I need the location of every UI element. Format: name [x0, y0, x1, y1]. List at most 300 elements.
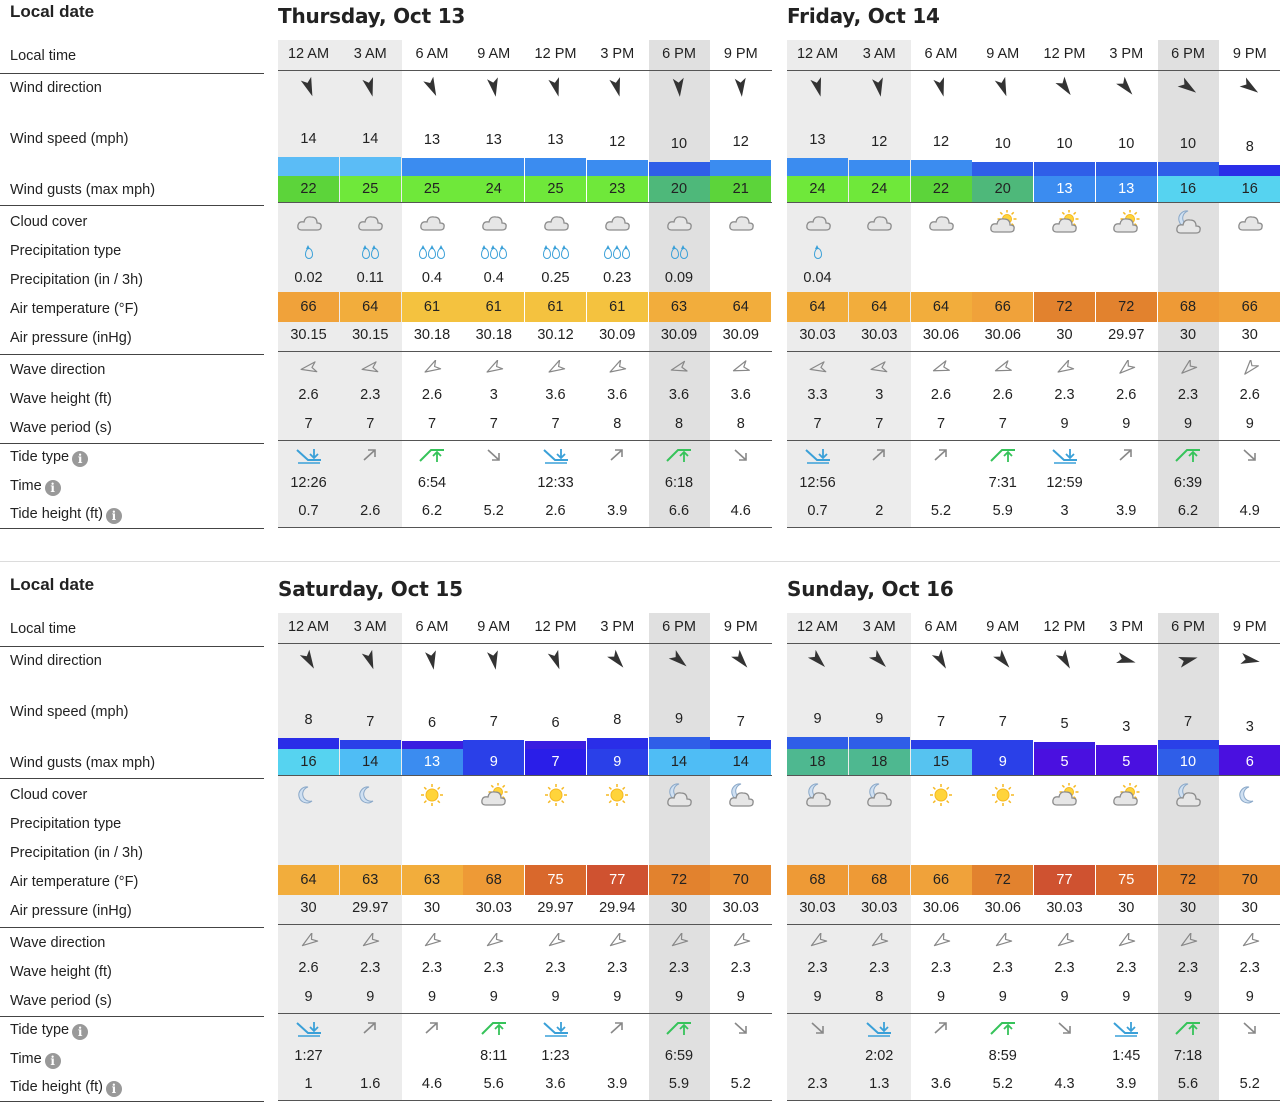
- wave-period-value: 7: [551, 416, 560, 432]
- wind-direction-icon: [710, 649, 771, 671]
- day-title: Saturday, Oct 15: [278, 577, 463, 601]
- wave-period-value: 9: [1060, 416, 1069, 432]
- tide-height-value: 0.7: [807, 503, 828, 519]
- time-column: [1034, 613, 1096, 1100]
- air-temperature-value: 68: [787, 865, 848, 895]
- wind-direction-icon: [340, 649, 401, 671]
- wind-direction-icon: [710, 76, 771, 98]
- wave-direction-icon: [710, 933, 771, 949]
- precipitation-value: 0.04: [803, 270, 832, 286]
- wind-direction-icon: [787, 649, 848, 671]
- wave-direction-icon: [911, 360, 972, 376]
- air-pressure-value: 29.94: [599, 900, 636, 916]
- air-temperature-value: 72: [649, 865, 710, 895]
- tide-time-value: 8:59: [988, 1048, 1017, 1064]
- wave-period-value: 9: [1245, 989, 1254, 1005]
- air-temperature-value: 70: [710, 865, 771, 895]
- wave-period-value: 9: [489, 989, 498, 1005]
- air-pressure-value: 30.03: [861, 900, 898, 916]
- local-time: 3 AM: [862, 619, 896, 635]
- label-text: Wind gusts (max mph): [10, 182, 156, 198]
- local-time: 12 AM: [287, 619, 330, 635]
- local-time: 3 PM: [600, 46, 635, 62]
- tide-time-value: 1:45: [1112, 1048, 1141, 1064]
- day-title: Sunday, Oct 16: [787, 577, 954, 601]
- precipitation-type-icon: [787, 247, 848, 263]
- rain-drop-icon: [552, 248, 560, 259]
- wind-speed-value: 12: [732, 134, 749, 150]
- wave-height-value: 2.3: [1116, 960, 1137, 976]
- wind-gust-value: 6: [1219, 749, 1280, 775]
- wind-speed-value: 13: [547, 132, 564, 148]
- tide-height-value: 2.6: [360, 503, 381, 519]
- air-pressure-value: 30.09: [722, 327, 759, 343]
- tide-height-value: 1: [304, 1076, 313, 1092]
- cloud-cover-icon: [1219, 210, 1280, 234]
- tide-type-icon: [1096, 1019, 1157, 1037]
- air-pressure-value: 30.09: [660, 327, 698, 343]
- tide-type-icon: [1219, 446, 1280, 464]
- wind-speed-bar: [340, 740, 401, 749]
- tide-type-icon: [710, 1019, 771, 1037]
- wind-gust-value: 16: [1219, 176, 1280, 202]
- tide-time-value: 2:02: [865, 1048, 894, 1064]
- air-temperature-value: 63: [402, 865, 463, 895]
- time-column: [787, 613, 849, 1100]
- wind-speed-bar: [710, 740, 771, 749]
- wave-height-value: 2.6: [421, 387, 443, 403]
- wave-direction-icon: [340, 933, 401, 949]
- tide-type-icon: [587, 1019, 648, 1037]
- wind-direction-icon: [1096, 649, 1157, 671]
- air-pressure-value: 30.12: [537, 327, 574, 343]
- air-temperature-value: 77: [587, 865, 648, 895]
- local-time: 9 PM: [723, 619, 758, 635]
- wind-speed-bar: [972, 740, 1033, 749]
- cloud-cover-icon: [1096, 783, 1157, 807]
- time-column: [972, 613, 1034, 1100]
- tide-height-value: 3: [1060, 503, 1069, 519]
- time-column: [710, 613, 772, 1100]
- local-time: 6 AM: [924, 619, 958, 635]
- tide-type-icon: [849, 1019, 910, 1037]
- wave-period-value: 9: [1122, 416, 1131, 432]
- wind-direction-icon: [972, 649, 1033, 671]
- wave-direction-icon: [402, 933, 463, 949]
- wind-gust-value: 9: [972, 749, 1033, 775]
- wave-height-value: 3.6: [668, 387, 690, 403]
- info-icon[interactable]: i: [45, 480, 61, 496]
- rain-drop-icon: [814, 248, 822, 259]
- wave-period-value: 7: [875, 416, 884, 432]
- rain-drop-icon: [371, 248, 379, 259]
- wave-period-value: 8: [875, 989, 884, 1005]
- tide-type-icon: [1219, 1019, 1280, 1037]
- local-time: 3 PM: [1109, 619, 1144, 635]
- day-forecast: [278, 0, 772, 535]
- cloud-cover-icon: [525, 783, 586, 807]
- wave-period-value: 9: [998, 989, 1007, 1005]
- wind-speed-bar: [463, 740, 524, 749]
- wave-height-value: 2.3: [730, 960, 751, 976]
- local-time: 12 PM: [534, 619, 577, 635]
- wave-direction-icon: [463, 360, 524, 376]
- tide-type-icon: [1158, 446, 1219, 464]
- tide-height-value: 5.6: [483, 1076, 504, 1092]
- wave-height-value: 2.3: [1054, 960, 1075, 976]
- wind-gust-value: 13: [1096, 176, 1157, 202]
- wind-speed-bar: [1158, 740, 1219, 749]
- rain-drop-icon: [671, 248, 679, 259]
- wave-height-value: 2.3: [1177, 387, 1199, 403]
- label-text: Tide type i: [10, 1020, 88, 1040]
- local-time: 12 PM: [1043, 619, 1086, 635]
- wave-period-value: 7: [366, 416, 375, 432]
- wind-speed-value: 8: [304, 712, 313, 728]
- air-temperature-value: 68: [463, 865, 524, 895]
- tide-time-value: 6:18: [664, 475, 694, 491]
- precipitation-type-icon: [649, 247, 710, 263]
- wave-height-value: 2.3: [1177, 960, 1199, 976]
- tide-height-value: 2.3: [807, 1076, 828, 1092]
- wind-speed-value: 7: [998, 714, 1007, 730]
- row-divider: [278, 775, 772, 776]
- wind-speed-value: 5: [1060, 716, 1069, 732]
- wind-direction-icon: [787, 76, 848, 98]
- air-pressure-value: 30.03: [475, 900, 512, 916]
- label-text: Wave period (s): [10, 420, 112, 436]
- local-time: 9 AM: [986, 619, 1020, 635]
- wind-gust-value: 14: [649, 749, 710, 775]
- cloud-cover-icon: [849, 783, 910, 807]
- wind-direction-icon: [972, 76, 1033, 98]
- local-time: 6 AM: [924, 46, 958, 62]
- info-icon[interactable]: i: [45, 1053, 61, 1069]
- wave-period-value: 7: [813, 416, 822, 432]
- wind-direction-icon: [402, 76, 463, 98]
- label-text: Air pressure (inHg): [10, 330, 132, 346]
- wind-direction-icon: [463, 76, 524, 98]
- wind-gust-value: 14: [710, 749, 771, 775]
- air-temperature-value: 66: [972, 292, 1033, 322]
- wind-speed-bar: [1034, 742, 1095, 749]
- wave-direction-icon: [1034, 933, 1095, 949]
- tide-height-value: 4.3: [1054, 1076, 1075, 1092]
- wind-speed-value: 7: [1183, 714, 1193, 730]
- local-time: 9 AM: [477, 46, 511, 62]
- cloud-cover-icon: [911, 783, 972, 807]
- tide-type-icon: [525, 446, 586, 464]
- wave-direction-icon: [1219, 360, 1280, 376]
- wave-height-value: 2.6: [992, 387, 1013, 403]
- air-temperature-value: 66: [1219, 292, 1280, 322]
- air-pressure-value: 30: [1179, 900, 1197, 916]
- air-temperature-value: 68: [849, 865, 910, 895]
- local-time: 12 AM: [796, 619, 839, 635]
- wave-height-value: 2.3: [483, 960, 504, 976]
- cloud-cover-icon: [787, 783, 848, 807]
- label-text: Cloud cover: [10, 787, 88, 803]
- cloud-cover-icon: [587, 783, 648, 807]
- cloud-cover-icon: [402, 210, 463, 234]
- air-pressure-value: 30: [1056, 327, 1073, 343]
- wind-direction-icon: [649, 76, 710, 98]
- precipitation-type-icon: [278, 247, 339, 263]
- wind-gust-value: 24: [463, 176, 524, 202]
- wind-speed-value: 13: [423, 132, 441, 148]
- wind-speed-bar: [849, 737, 910, 749]
- air-pressure-value: 29.97: [537, 900, 574, 916]
- label-text: Local time: [10, 621, 77, 637]
- wind-direction-icon: [278, 76, 339, 98]
- wave-period-value: 8: [613, 416, 622, 432]
- wind-speed-bar: [278, 738, 339, 749]
- precipitation-value: 0.4: [483, 270, 504, 286]
- time-column: [787, 40, 849, 527]
- day-title: Friday, Oct 14: [787, 4, 940, 28]
- time-column: [1158, 40, 1220, 527]
- wave-height-value: 2.3: [1054, 387, 1075, 403]
- tide-height-value: 1.6: [360, 1076, 381, 1092]
- wind-speed-value: 3: [1245, 719, 1254, 735]
- rain-drop-icon: [561, 248, 569, 259]
- air-temperature-value: 61: [525, 292, 586, 322]
- local-time: 12 PM: [534, 46, 577, 62]
- air-temperature-value: 72: [1096, 292, 1157, 322]
- time-column: [911, 40, 973, 527]
- rain-drop-icon: [499, 248, 507, 259]
- tide-type-icon: [463, 1019, 524, 1037]
- row-divider: [787, 775, 1280, 776]
- tide-time-value: 12:33: [537, 475, 574, 491]
- cloud-cover-icon: [911, 210, 972, 234]
- wave-direction-icon: [787, 933, 848, 949]
- label-text: Wave direction: [10, 935, 106, 951]
- wind-speed-bar: [463, 158, 524, 176]
- wave-direction-icon: [1158, 933, 1219, 949]
- info-icon[interactable]: i: [72, 1024, 88, 1040]
- wave-period-value: 7: [936, 416, 946, 432]
- wind-speed-value: 14: [362, 131, 379, 147]
- cloud-cover-icon: [1034, 783, 1095, 807]
- time-column: [1219, 613, 1280, 1100]
- air-pressure-value: 30: [1179, 327, 1197, 343]
- label-local-time: [0, 46, 264, 74]
- wave-height-value: 3.3: [807, 387, 828, 403]
- air-temperature-value: 64: [787, 292, 848, 322]
- wind-speed-value: 12: [609, 134, 626, 150]
- local-time: 6 AM: [415, 46, 449, 62]
- air-temperature-value: 64: [710, 292, 771, 322]
- tide-type-icon: [649, 446, 710, 464]
- local-time: 6 PM: [1171, 46, 1205, 62]
- time-column: [525, 40, 587, 527]
- row-divider: [278, 202, 772, 203]
- wave-height-value: 2.3: [992, 960, 1013, 976]
- wind-direction-icon: [649, 649, 710, 671]
- cloud-cover-icon: [1096, 210, 1157, 234]
- wind-gust-value: 7: [525, 749, 586, 775]
- local-time: 9 PM: [723, 46, 758, 62]
- label-text: Local time: [10, 48, 77, 64]
- tide-time-value: 6:54: [417, 475, 447, 491]
- row-divider: [278, 643, 772, 644]
- day-forecast: [278, 573, 772, 1108]
- label-text: Precipitation type: [10, 816, 122, 832]
- tide-height-value: 4.6: [421, 1076, 443, 1092]
- time-column: [278, 613, 340, 1100]
- tide-type-icon: [278, 1019, 339, 1037]
- tide-height-value: 5.2: [1239, 1076, 1260, 1092]
- wave-period-value: 9: [613, 989, 622, 1005]
- wind-speed-bar: [787, 158, 848, 176]
- wind-speed-bar: [525, 741, 586, 749]
- wind-speed-bar: [787, 737, 848, 749]
- air-pressure-value: 30: [1241, 327, 1258, 343]
- row-divider: [278, 440, 772, 441]
- local-time: 3 PM: [600, 619, 635, 635]
- info-icon[interactable]: i: [106, 1081, 122, 1097]
- row-divider: [787, 527, 1280, 528]
- time-column: [649, 40, 711, 527]
- local-time: 3 PM: [1109, 46, 1144, 62]
- wind-speed-value: 7: [489, 714, 498, 730]
- air-pressure-value: 30.03: [799, 900, 836, 916]
- wave-period-value: 9: [427, 989, 437, 1005]
- row-divider: [278, 924, 772, 925]
- rain-drop-icon: [437, 248, 445, 259]
- forecast-section: [0, 573, 1280, 1108]
- wave-direction-icon: [710, 360, 771, 376]
- air-temperature-value: 64: [340, 292, 401, 322]
- wind-direction-icon: [587, 76, 648, 98]
- wave-direction-icon: [1034, 360, 1095, 376]
- wave-direction-icon: [525, 360, 586, 376]
- wind-direction-icon: [911, 76, 972, 98]
- tide-time-value: 8:11: [480, 1048, 508, 1064]
- air-pressure-value: 30.18: [475, 327, 512, 343]
- label-local-time: [0, 619, 264, 647]
- cloud-cover-icon: [849, 210, 910, 234]
- label-text: Local date: [10, 575, 95, 594]
- wave-height-value: 2.6: [930, 387, 952, 403]
- tide-time-value: 6:39: [1173, 475, 1203, 491]
- time-column: [972, 40, 1034, 527]
- tide-height-value: 3.9: [1116, 1076, 1137, 1092]
- air-temperature-value: 72: [972, 865, 1033, 895]
- air-pressure-value: 30.03: [799, 327, 836, 343]
- wind-speed-bar: [525, 158, 586, 176]
- wind-gust-value: 25: [340, 176, 401, 202]
- label-text: Wind direction: [10, 80, 102, 96]
- wind-speed-bar: [649, 162, 710, 176]
- air-pressure-value: 30.09: [599, 327, 636, 343]
- tide-height-value: 5.9: [668, 1076, 690, 1092]
- air-temperature-value: 61: [463, 292, 524, 322]
- air-pressure-value: 30.06: [922, 900, 960, 916]
- wave-height-value: 2.6: [298, 387, 319, 403]
- tide-type-icon: [278, 446, 339, 464]
- day-forecast: [787, 0, 1280, 535]
- row-divider: [787, 924, 1280, 925]
- tide-height-value: 2.6: [545, 503, 566, 519]
- label-tide-height: [0, 504, 264, 529]
- wave-direction-icon: [525, 933, 586, 949]
- tide-time-value: 12:59: [1046, 475, 1083, 491]
- wind-speed-value: 12: [932, 134, 950, 150]
- tide-height-value: 3.6: [930, 1076, 952, 1092]
- wave-height-value: 2.3: [807, 960, 828, 976]
- wind-speed-value: 10: [1179, 136, 1197, 152]
- time-column: [278, 40, 340, 527]
- cloud-cover-icon: [278, 210, 339, 234]
- wave-height-value: 2.3: [421, 960, 443, 976]
- tide-time-value: 7:31: [988, 475, 1017, 491]
- precipitation-type-icon: [463, 247, 524, 263]
- wind-speed-bar: [911, 160, 972, 176]
- wave-direction-icon: [849, 360, 910, 376]
- rain-drop-icon: [543, 248, 551, 259]
- label-text: Cloud cover: [10, 214, 88, 230]
- label-text: Time i: [10, 1049, 61, 1069]
- wind-gust-value: 22: [911, 176, 972, 202]
- cloud-cover-icon: [649, 783, 710, 807]
- row-divider: [278, 70, 772, 71]
- wind-speed-bar: [972, 162, 1033, 176]
- wind-speed-bar: [1034, 162, 1095, 176]
- wave-height-value: 2.3: [869, 960, 890, 976]
- label-text: Air temperature (°F): [10, 874, 139, 890]
- local-time: 12 PM: [1043, 46, 1086, 62]
- tide-height-value: 3.6: [545, 1076, 566, 1092]
- tide-height-value: 5.2: [730, 1076, 751, 1092]
- wind-speed-value: 7: [736, 714, 745, 730]
- wind-speed-value: 8: [613, 712, 622, 728]
- air-pressure-value: 30.03: [722, 900, 759, 916]
- precipitation-value: 0.02: [294, 270, 323, 286]
- air-pressure-value: 30.15: [352, 327, 389, 343]
- wind-gust-value: 9: [587, 749, 648, 775]
- wind-speed-bar: [849, 160, 910, 176]
- air-temperature-value: 61: [402, 292, 463, 322]
- label-text: Wind speed (mph): [10, 131, 129, 147]
- label-wave-period: [0, 991, 264, 1017]
- wind-direction-icon: [849, 649, 910, 671]
- row-divider: [278, 351, 772, 352]
- rain-drop-icon: [481, 248, 489, 259]
- row-divider: [787, 351, 1280, 352]
- precipitation-type-icon: [340, 247, 401, 263]
- rain-drop-icon: [613, 248, 621, 259]
- wave-period-value: 9: [1122, 989, 1131, 1005]
- info-icon[interactable]: i: [72, 451, 88, 467]
- row-divider: [278, 527, 772, 528]
- label-text: Air pressure (inHg): [10, 903, 132, 919]
- cloud-cover-icon: [1158, 783, 1219, 807]
- wind-gust-value: 16: [278, 749, 339, 775]
- wind-gust-value: 20: [972, 176, 1033, 202]
- tide-height-value: 6.2: [421, 503, 443, 519]
- wave-period-value: 9: [1060, 989, 1069, 1005]
- wave-period-value: 9: [366, 989, 375, 1005]
- rain-drop-icon: [604, 248, 612, 259]
- wind-gust-value: 5: [1034, 749, 1095, 775]
- cloud-cover-icon: [1158, 210, 1219, 234]
- info-icon[interactable]: i: [106, 508, 122, 524]
- label-air-pressure: [0, 328, 264, 355]
- wave-height-value: 2.3: [930, 960, 952, 976]
- air-pressure-value: 30: [300, 900, 317, 916]
